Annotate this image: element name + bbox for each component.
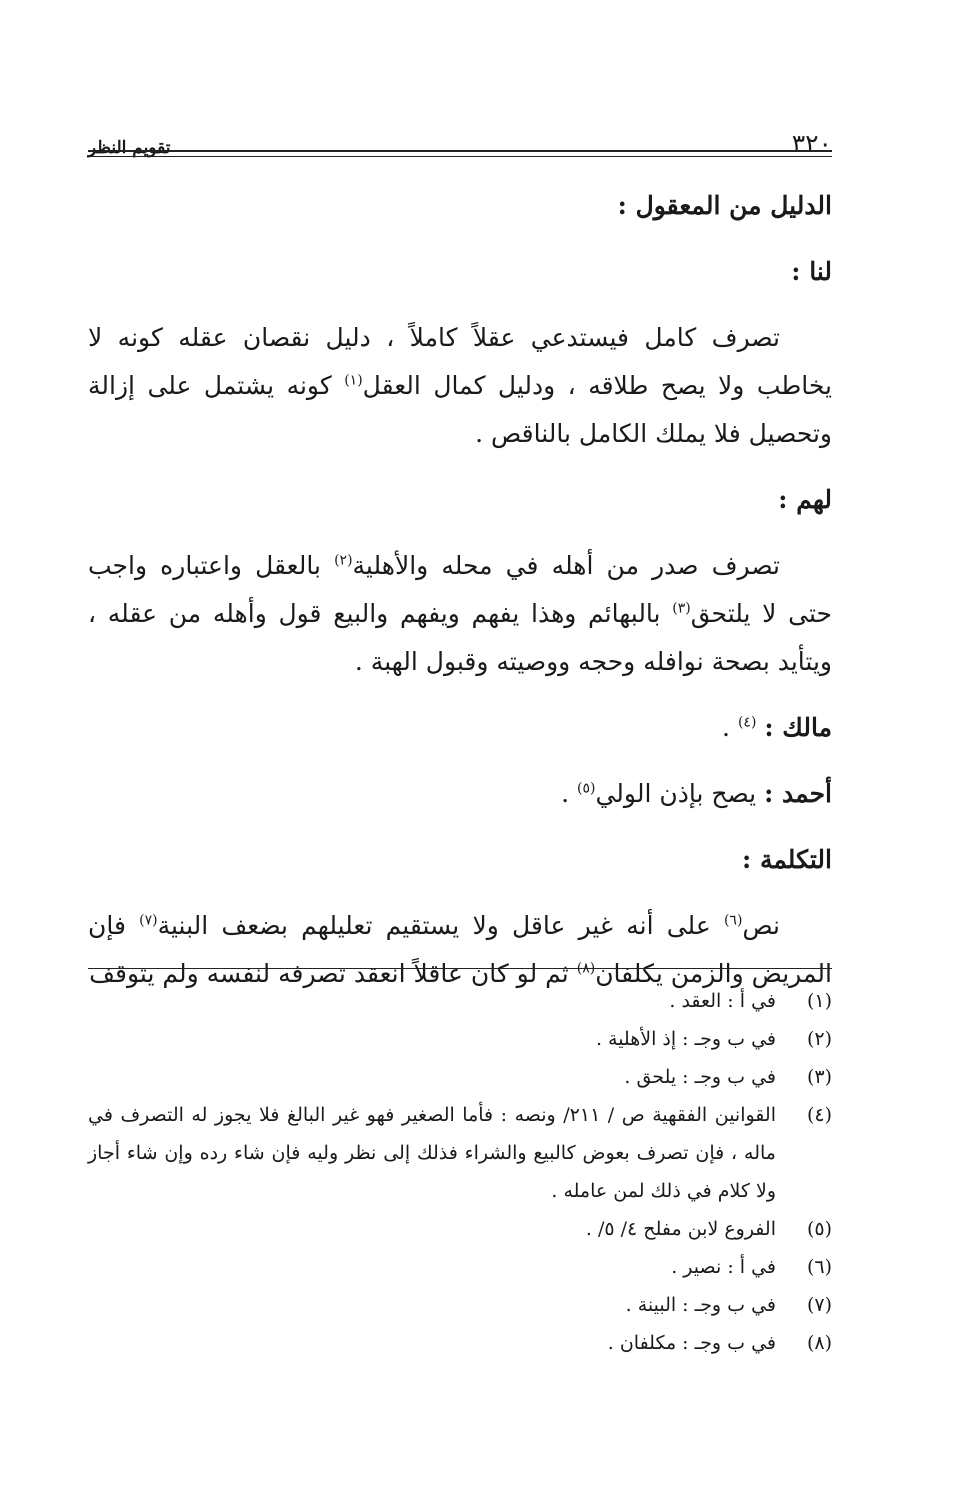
footnote-item [88, 1058, 832, 1096]
takmila-text-d: ثم لو كان عاقلاً انعقد تصرفه لنفسه ولم يتوقف [89, 959, 577, 988]
footnote-item [88, 1286, 832, 1324]
footnote-ref-1: (١) [344, 372, 363, 389]
footnote-ref-8: (٨) [576, 960, 596, 977]
footnote-item [88, 1096, 832, 1210]
footnote-text: في ب وجـ : البينة . [625, 1294, 776, 1316]
footnote-number: (٢) [806, 1028, 832, 1050]
malik-end: . [722, 713, 738, 742]
running-title: تقويم النظر [88, 138, 171, 158]
footnote-ref-4: (٤) [737, 714, 757, 731]
malik-line [88, 704, 832, 752]
header-rule-thin [88, 156, 832, 157]
footnote-ref-7: (٧) [139, 912, 158, 929]
ahmad-end: . [561, 779, 577, 808]
footnote-number: (١) [806, 990, 832, 1012]
footnote-item [88, 1248, 832, 1286]
lahum-paragraph [88, 542, 832, 686]
footnote-ref-6: (٦) [723, 912, 743, 929]
footnote-item [88, 1210, 832, 1248]
page-header [88, 118, 832, 158]
footnote-number: (٧) [806, 1294, 832, 1316]
footnote-text: القوانين الفقهية ص / ٢١١/ ونصه : فأما الصغير فهو غير البالغ فلا يجوز له التصرف في ماله ، فإن تصرف بعوض كالبيع والشراء فذلك إلى نظر وليه فإن شاء رده وإن شاء أجاز ولا كلام في ذلك لمن عامله . [88, 1104, 776, 1202]
section-heading: الدليل من المعقول : [617, 191, 832, 220]
footnote-text: في ب وجـ : يلحق . [624, 1066, 776, 1088]
ahmad-label: أحمد : [764, 779, 832, 808]
lahum-text-c: بالبهائم وهذا يفهم ويفهم والبيع قول وأهله من عقله ، ويتأيد بصحة نوافله وحجه ووصيته وقبول الهبة . [88, 599, 832, 676]
footnote-rule [88, 968, 832, 969]
ahmad-text: يصح بإذن الولي [595, 779, 765, 808]
footnote-item [88, 982, 832, 1020]
page-number: ٣٢٠ [791, 129, 832, 158]
lana-heading: لنا : [791, 257, 832, 286]
header-rule-thick [88, 150, 832, 152]
takmila-text-c: فإن المريض والزمن يكلفان [88, 911, 832, 988]
takmila-text-b: على أنه غير عاقل ولا يستقيم تعليلهم بضعف البنية [157, 911, 724, 940]
footnote-ref-3: (٣) [672, 600, 691, 617]
footnote-text: في أ : نصير . [671, 1256, 776, 1278]
footnote-ref-5: (٥) [576, 780, 596, 797]
lana-text-a: تصرف كامل فيستدعي عقلاً كاملاً ، دليل نقصان عقله كونه لا يخاطب ولا يصح طلاقه ، ودليل كمال العقل [88, 323, 832, 400]
ahmad-line [88, 770, 832, 818]
main-text [88, 182, 832, 1016]
footnote-number: (٤) [806, 1104, 832, 1126]
lahum-text-b: بالعقل واعتباره واجب حتى لا يلتحق [88, 551, 832, 628]
footnote-text: الفروع لابن مفلح ٤/ ٥/ . [585, 1218, 776, 1240]
footnote-number: (٣) [806, 1066, 832, 1088]
footnote-item [88, 1324, 832, 1362]
lana-paragraph [88, 314, 832, 458]
malik-label: مالك : [764, 713, 832, 742]
footnote-number: (٦) [806, 1256, 832, 1278]
footnote-item [88, 1020, 832, 1058]
footnote-number: (٥) [806, 1218, 832, 1240]
footnotes [88, 982, 832, 1362]
footnote-text: في أ : العقد . [669, 990, 776, 1012]
takmila-text-a: نص [742, 911, 780, 940]
lana-text-b: كونه يشتمل على إزالة وتحصيل فلا يملك الكامل بالناقص . [88, 371, 832, 448]
lahum-text-a: تصرف صدر من أهله في محله والأهلية [352, 551, 780, 580]
takmila-heading: التكلمة : [742, 845, 832, 874]
footnote-text: في ب وجـ : مكلفان . [607, 1332, 776, 1354]
footnote-number: (٨) [806, 1332, 832, 1354]
lahum-heading: لهم : [778, 485, 832, 514]
footnote-ref-2: (٢) [334, 552, 353, 569]
footnote-text: في ب وجـ : إذ الأهلية . [595, 1028, 776, 1050]
